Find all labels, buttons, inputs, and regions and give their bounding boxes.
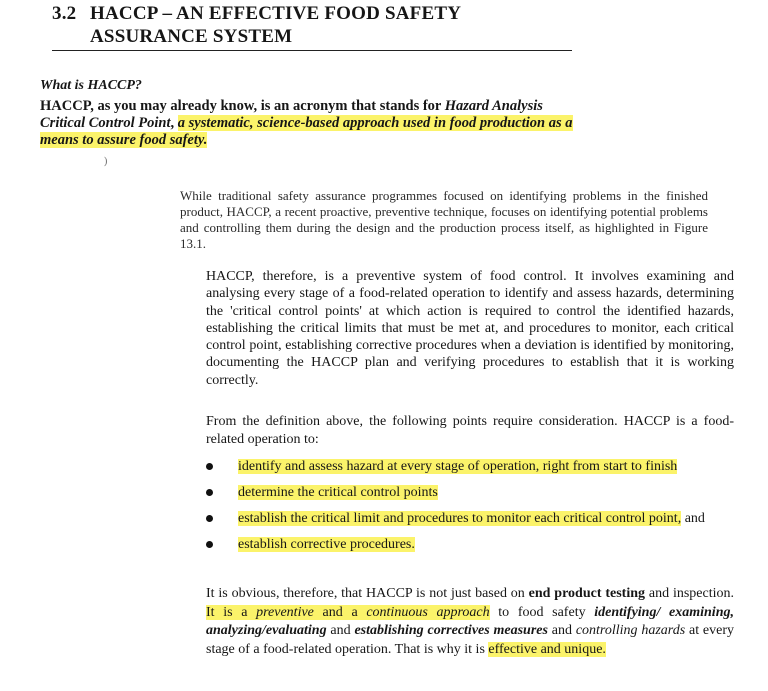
conclusion-text: at every stage of a food-related operation. That is why it is (206, 623, 735, 657)
intro-paragraph (40, 98, 580, 149)
bullet-text: determine the critical control points (238, 485, 438, 500)
conclusion-highlight: effective and unique. (488, 641, 606, 657)
intro-highlight: a systematic, science-based approach used in food production as a means to assure food safety. (40, 115, 573, 148)
conclusion-italic: establishing correctives measures (354, 623, 548, 638)
bullet-tail: and (681, 511, 705, 526)
conclusion-text: and (547, 623, 576, 638)
conclusion-text: and inspection. (645, 586, 734, 601)
list-item (206, 458, 736, 475)
stray-mark: ) (104, 156, 108, 167)
conclusion-italic: continuous approach (366, 604, 490, 620)
intro-acronym: Hazard Analysis Critical Control Point (40, 98, 543, 131)
conclusion-text: to food safety (489, 604, 595, 620)
section-title-line2: ASSURANCE SYSTEM (90, 26, 293, 47)
conclusion-italic: preventive (256, 604, 314, 620)
conclusion-highlight (206, 605, 490, 620)
section-title-line1: HACCP – AN EFFECTIVE FOOD SAFETY (90, 3, 462, 24)
bullet-list (206, 458, 736, 553)
bullet-text: establish corrective procedures. (238, 537, 415, 552)
section-number: 3.2 (52, 3, 77, 24)
bullet-text: identify and assess hazard at every stage of operation, right from start to finish (238, 459, 678, 474)
list-item (206, 536, 736, 553)
paragraph-traditional: While traditional safety assurance programmes focused on identifying problems in the finished product, HACCP, a recent proactive, preventive technique, focuses on identifying potential problems and controlling them during the design and the production process itself, as highlighted in Figure 13.1. (180, 188, 708, 251)
paragraph-preventive-system: HACCP, therefore, is a preventive system of food control. It involves examining and analysing every stage of a food-related operation to identify and assess hazards, determining the 'critical control points' at which action is required to control the identified hazards, establishing the critical limits that must be met at, and procedures to monitor, each critical control point, establishing corrective procedures when a deviation is identified by monitoring, documenting the HACCP plan and verifying procedures to establish that it is working correctly. (206, 269, 734, 388)
what-heading: What is HACCP? (40, 78, 142, 93)
paragraph-definition: From the definition above, the following points require consideration. HACCP is a food-related operation to: (206, 414, 734, 447)
intro-text-c: , (170, 115, 178, 131)
conclusion-italic: controlling hazards (575, 623, 686, 638)
conclusion-text: It is a (206, 604, 257, 620)
list-item (206, 484, 736, 501)
list-item (206, 510, 736, 527)
section-title (52, 2, 572, 51)
paragraph-conclusion (206, 585, 734, 659)
bullet-text: establish the critical limit and procedures to monitor each critical control point, (238, 511, 682, 526)
conclusion-emphasis: end product testing (528, 586, 646, 601)
conclusion-italic: identifying/ examining, analyzing/evaluating (206, 604, 734, 638)
conclusion-text: It is obvious, therefore, that HACCP is not just based on (206, 586, 529, 601)
conclusion-text: and (326, 623, 355, 638)
conclusion-text: and a (313, 604, 367, 620)
intro-text-a: HACCP, as you may already know, is an acronym that stands for (40, 98, 445, 114)
